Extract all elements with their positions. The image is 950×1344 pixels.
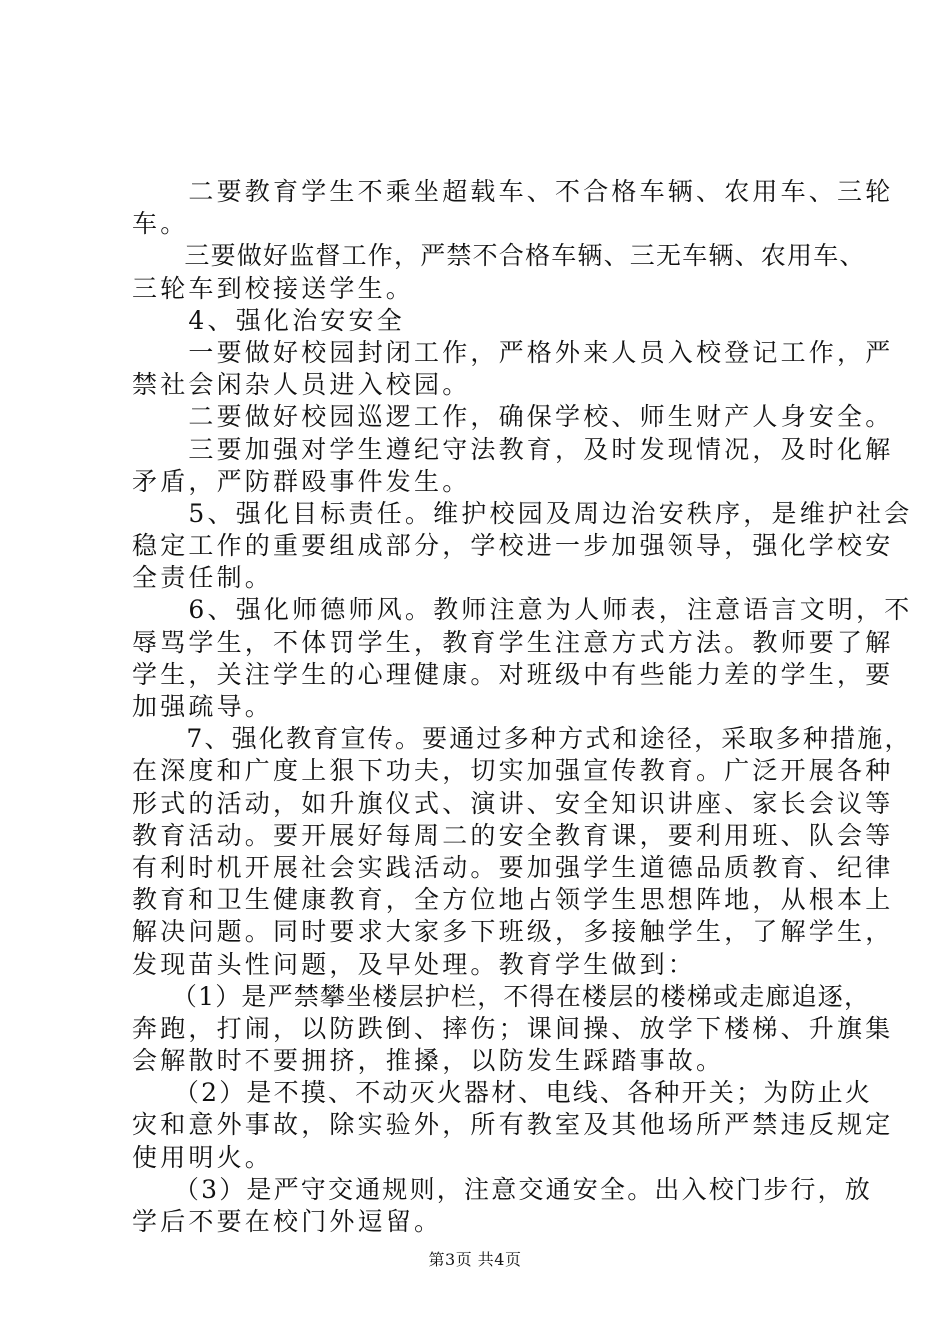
text-line: 二要教育学生不乘坐超载车、不合格车辆、农用车、三轮 <box>132 177 894 206</box>
text-line: 发现苗头性问题，及早处理。教育学生做到： <box>132 949 697 979</box>
text-line: （3）是严守交通规则，注意交通安全。出入校门步行，放 <box>132 1174 873 1204</box>
text-line: 教育和卫生健康教育，全方位地占领学生思想阵地，从根本上 <box>132 885 894 915</box>
text-line: 在深度和广度上狠下功夫，切实加强宣传教育。广泛开展各种 <box>132 756 894 786</box>
text-line: 一要做好校园封闭工作，严格外来人员入校登记工作，严 <box>132 337 894 367</box>
text-line: 灾和意外事故，除实验外，所有教室及其他场所严禁违反规定 <box>132 1110 894 1140</box>
text-line: 6、强化师德师风。教师注意为人师表，注意语言文明，不 <box>132 595 913 625</box>
text-line: 形式的活动，如升旗仪式、演讲、安全知识讲座、家长会议等 <box>132 788 894 818</box>
text-line: 辱骂学生，不体罚学生，教育学生注意方式方法。教师要了解 <box>132 627 894 657</box>
section-heading: 4、强化治安安全 <box>132 305 405 335</box>
text-line: 三要做好监督工作，严禁不合格车辆、三无车辆、农用车、 <box>132 241 866 271</box>
text-line: 5、强化目标责任。维护校园及周边治安秩序，是维护社会 <box>132 498 913 528</box>
text-line: 禁社会闲杂人员进入校园。 <box>132 370 471 400</box>
document-body <box>132 176 913 1238</box>
text-line: 矛盾，严防群殴事件发生。 <box>132 466 471 496</box>
text-line: 三轮车到校接送学生。 <box>132 273 415 303</box>
text-line: 使用明火。 <box>132 1142 274 1172</box>
text-line: 奔跑，打闹，以防跌倒、摔伤；课间操、放学下楼梯、升旗集 <box>132 1013 894 1043</box>
text-line: 解决问题。同时要求大家多下班级，多接触学生，了解学生， <box>132 917 894 947</box>
text-line: 学后不要在校门外逗留。 <box>132 1207 443 1236</box>
text-line: 二要做好校园巡逻工作，确保学校、师生财产人身安全。 <box>132 402 894 432</box>
text-line: 三要加强对学生遵纪守法教育，及时发现情况，及时化解 <box>132 434 894 464</box>
page-number: 第3页 共4页 <box>428 1250 522 1269</box>
text-line: 有利时机开展社会实践活动。要加强学生道德品质教育、纪律 <box>132 852 894 882</box>
text-line: 车。 <box>132 209 189 239</box>
text-line: （1）是严禁攀坐楼层护栏，不得在楼层的楼梯或走廊追逐， <box>132 981 871 1011</box>
text-line: （2）是不摸、不动灭火器材、电线、各种开关；为防止火 <box>132 1078 873 1108</box>
text-line: 7、强化教育宣传。要通过多种方式和途径，采取多种措施， <box>132 724 912 754</box>
text-line: 全责任制。 <box>132 563 274 593</box>
text-line: 稳定工作的重要组成部分，学校进一步加强领导，强化学校安 <box>132 531 894 561</box>
text-line: 学生，关注学生的心理健康。对班级中有些能力差的学生，要 <box>132 659 894 689</box>
text-line: 会解散时不要拥挤，推搡，以防发生踩踏事故。 <box>132 1046 725 1076</box>
text-line: 教育活动。要开展好每周二的安全教育课，要利用班、队会等 <box>132 820 894 850</box>
text-line: 加强疏导。 <box>132 692 274 721</box>
